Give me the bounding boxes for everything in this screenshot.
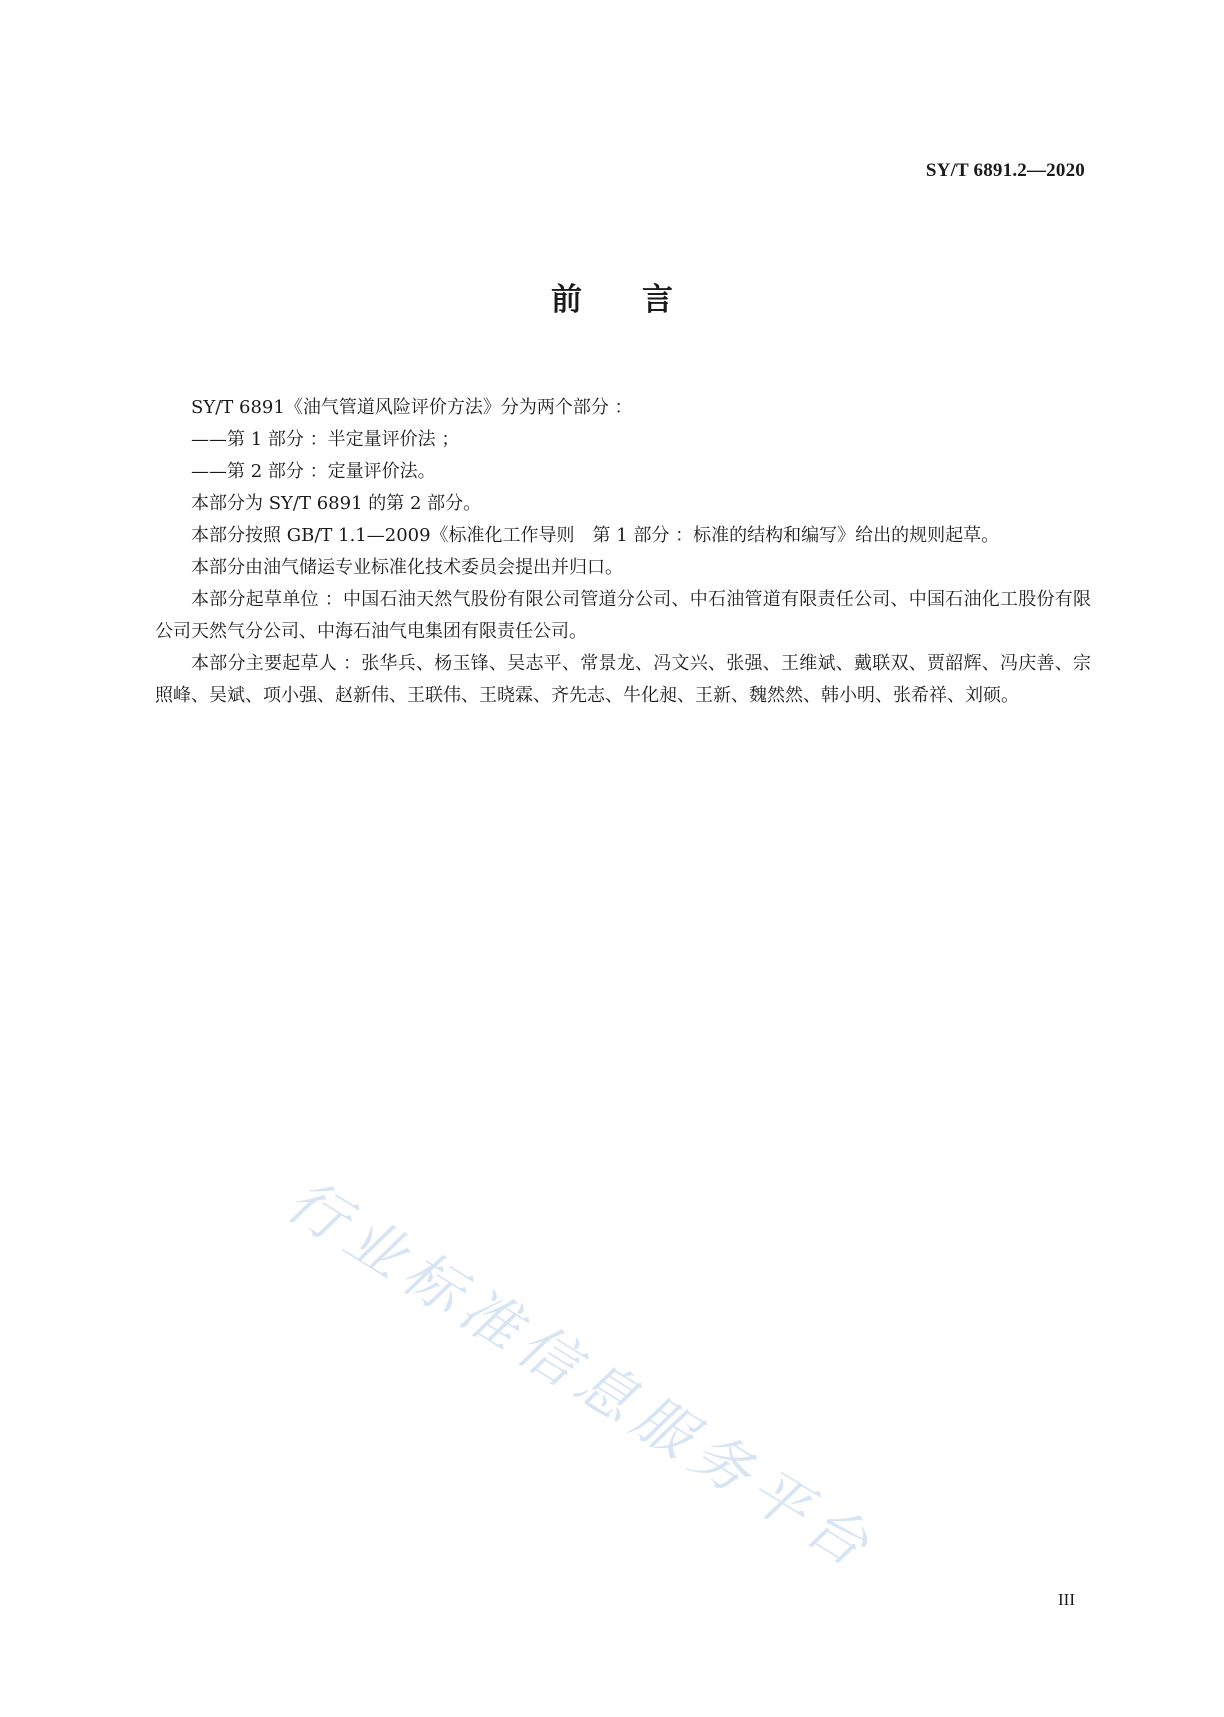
page-number: III <box>1058 1590 1075 1609</box>
title-char-1: 前 <box>551 282 582 318</box>
foreword-body <box>155 392 1091 712</box>
paragraph-this-part: 本部分为 SY/T 6891 的第 2 部分。 <box>191 493 482 514</box>
paragraph-part-1: ——第 1 部分 ：半定量评价法 ； <box>191 429 460 450</box>
paragraph-drafters: 本部分主要起草人 ：张华兵、杨玉锋、吴志平、常景龙、冯文兴、张强、王维斌、戴联双、贾韶辉、冯庆善、宗照峰、吴斌、项小强、赵新伟、王联伟、王晓霖、齐先志、牛化昶、王新、魏然然、韩小明、张希祥、刘硕。 <box>155 653 1091 706</box>
page-title <box>0 274 1224 319</box>
watermark: 行业标准信息服务平台 <box>275 1166 888 1585</box>
title-char-2: 言 <box>642 282 673 318</box>
paragraph-drafting-units: 本部分起草单位 ：中国石油天然气股份有限公司管道分公司、中石油管道有限责任公司、中国石油化工股份有限公司天然气分公司、中海石油气电集团有限责任公司。 <box>155 589 1091 642</box>
paragraph-committee: 本部分由油气储运专业标准化技术委员会提出并归口。 <box>191 557 623 578</box>
paragraph-part-2: ——第 2 部分 ：定量评价法。 <box>191 461 436 482</box>
paragraph-drafting-rules: 本部分按照 GB/T 1.1—2009《标准化工作导则 第 1 部分 ：标准的结构和编写》给出的规则起草。 <box>191 525 1000 546</box>
paragraph-parts-intro: SY/T 6891《油气管道风险评价方法》分为两个部分 ： <box>191 397 633 418</box>
standard-code: SY/T 6891.2—2020 <box>925 160 1085 181</box>
